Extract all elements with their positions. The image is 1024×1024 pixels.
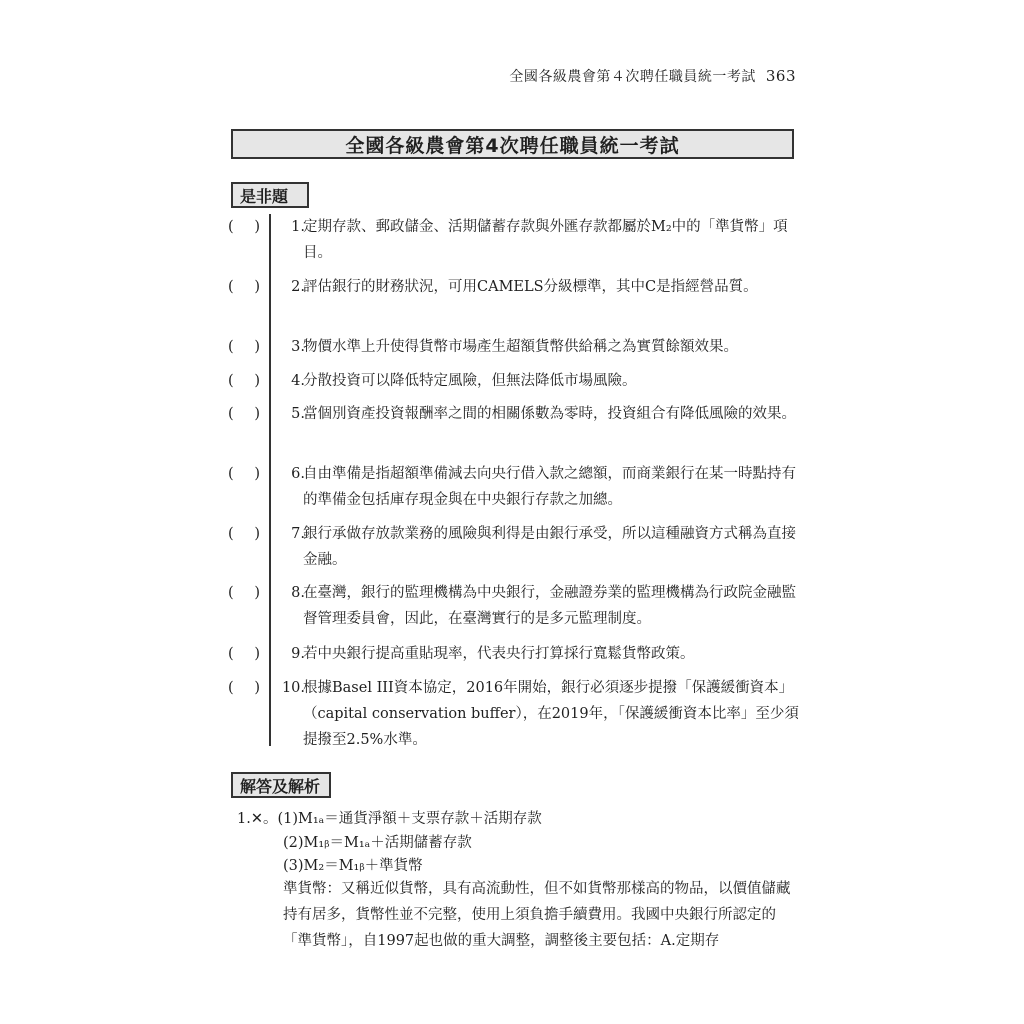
- page-title: [231, 129, 794, 159]
- question-number: 10.: [281, 680, 305, 696]
- paren-open: (: [228, 373, 234, 389]
- paren-open: (: [228, 279, 234, 295]
- paren-close: ): [254, 680, 260, 696]
- question-text: 分散投資可以降低特定風險，但無法降低市場風險。: [303, 373, 637, 389]
- question-number: 4.: [291, 373, 305, 389]
- paren-close: ): [254, 526, 260, 542]
- question-number: 6.: [291, 466, 305, 482]
- answer-blank[interactable]: [228, 401, 260, 427]
- answer-blank[interactable]: [228, 334, 260, 360]
- answer-blank[interactable]: [228, 641, 260, 667]
- paren-open: (: [228, 406, 234, 422]
- question-text: 自由準備是指超額準備減去向央行借入款之總額，而商業銀行在某一時點持有的準備金包括庫存現金與在中央銀行存款之加總。: [303, 466, 796, 508]
- question-text: 當個別資產投資報酬率之間的相關係數為零時，投資組合有降低風險的效果。: [303, 406, 796, 422]
- running-title: 全國各級農會第４次聘任職員統一考試: [509, 69, 756, 85]
- answer-blank[interactable]: [228, 580, 260, 606]
- paren-open: (: [228, 526, 234, 542]
- paren-close: ): [254, 585, 260, 601]
- paren-open: (: [228, 646, 234, 662]
- question-number: 7.: [291, 526, 305, 542]
- question-text: 定期存款、郵政儲金、活期儲蓄存款與外匯存款都屬於M₂中的「準貨幣」項目。: [303, 219, 788, 261]
- answer-blank[interactable]: [228, 274, 260, 300]
- answer-blank[interactable]: [228, 675, 260, 701]
- answer-blank[interactable]: [228, 461, 260, 487]
- paren-close: ): [254, 373, 260, 389]
- answer-line: (3)M₂＝M₁ᵦ＋準貨幣: [283, 858, 423, 874]
- section-label-text: 解答及解析: [240, 776, 321, 796]
- question-text: 若中央銀行提高重貼現率，代表央行打算採行寬鬆貨幣政策。: [303, 646, 695, 662]
- running-header: [480, 66, 796, 86]
- question-text: 銀行承做存放款業務的風險與利得是由銀行承受，所以這種融資方式稱為直接金融。: [303, 526, 796, 568]
- question-divider-line: [269, 214, 271, 746]
- paren-close: ): [254, 339, 260, 355]
- question-number: 8.: [291, 585, 305, 601]
- section-label-true-false: [231, 182, 309, 208]
- question-text: 評估銀行的財務狀況，可用CAMELS分級標準，其中C是指經營品質。: [303, 279, 758, 295]
- question-number: 2.: [291, 279, 305, 295]
- paren-close: ): [254, 406, 260, 422]
- paren-close: ): [254, 219, 260, 235]
- answer-line: (2)M₁ᵦ＝M₁ₐ＋活期儲蓄存款: [283, 835, 472, 851]
- section-label-text: 是非題: [240, 186, 289, 206]
- page-number: 363: [765, 67, 796, 85]
- page-title-text: 全國各級農會第4次聘任職員統一考試: [345, 134, 680, 157]
- paren-close: ): [254, 466, 260, 482]
- paren-open: (: [228, 219, 234, 235]
- paren-open: (: [228, 466, 234, 482]
- question-text: 在臺灣，銀行的監理機構為中央銀行，金融證券業的監理機構為行政院金融監督管理委員會，因此，在臺灣實行的是多元監理制度。: [303, 585, 796, 627]
- question-number: 1.: [291, 219, 305, 235]
- question-text: 根據Basel III資本協定，2016年開始，銀行必須逐步提撥「保護緩衝資本」（capital conservation buffer），在2019年，「保護緩衝資本比率」至少須提撥至2.5%水準。: [303, 680, 799, 748]
- paren-open: (: [228, 585, 234, 601]
- paren-open: (: [228, 339, 234, 355]
- answer-paragraph: 準貨幣：又稱近似貨幣，具有高流動性，但不如貨幣那樣高的物品，以價值儲藏持有居多，貨幣性並不完整，使用上須負擔手續費用。我國中央銀行所認定的「準貨幣」，自1997起也做的重大調整，調整後主要包括：A.定期存: [283, 881, 791, 949]
- question-number: 9.: [291, 646, 305, 662]
- paren-close: ): [254, 646, 260, 662]
- question-number: 5.: [291, 406, 305, 422]
- section-label-answers: [231, 772, 331, 798]
- answer-line: 1.✕。(1)M₁ₐ＝通貨淨額＋支票存款＋活期存款: [237, 811, 542, 827]
- answer-blank[interactable]: [228, 368, 260, 394]
- paren-open: (: [228, 680, 234, 696]
- answer-blank[interactable]: [228, 214, 260, 240]
- question-text: 物價水準上升使得貨幣市場產生超額貨幣供給稱之為實質餘額效果。: [303, 339, 738, 355]
- answer-blank[interactable]: [228, 521, 260, 547]
- question-number: 3.: [291, 339, 305, 355]
- paren-close: ): [254, 279, 260, 295]
